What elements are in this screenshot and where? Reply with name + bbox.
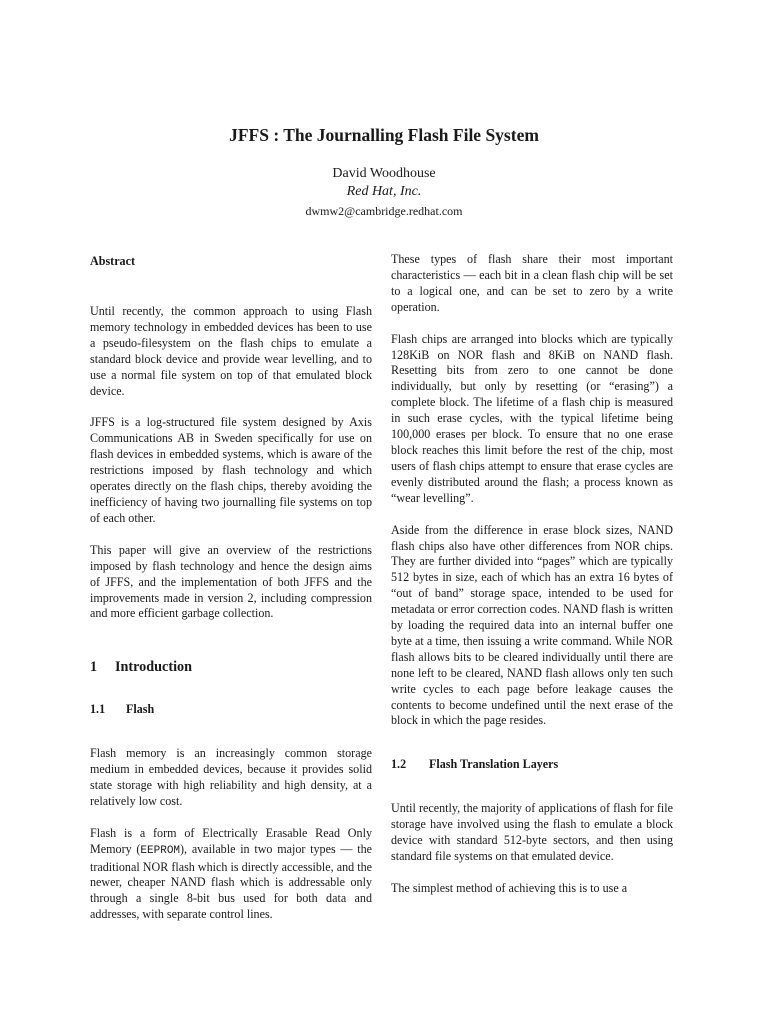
left-column (90, 252, 372, 939)
flash-paragraph-2 (90, 826, 372, 923)
subsection-heading-ftl (391, 757, 673, 773)
subsection-number: 1.2 (391, 757, 407, 772)
right-paragraph-2: Flash chips are arranged into blocks which are typically 128KiB on NOR flash and 8KiB on NAND flash. Resetting bits from zero to one cannot be done individually, but only by resetting (or “erasing”) a complete block. The lifetime of a flash chip is measured in such erase cycles, with the typical lifetime being 100,000 erases per block. To ensure that no one erase block reaches this limit before the rest of the chip, most users of flash chips attempt to ensure that erase cycles are evenly distributed around the flash; a process known as “wear levelling”. (391, 331, 673, 505)
paper-header (0, 124, 768, 220)
section-heading-introduction (90, 660, 372, 676)
right-paragraph-4: Until recently, the majority of applications of flash for file storage have involved using the flash to emulate a block device with standard 512-byte sectors, and then using standard file systems on that emulated device. (391, 801, 673, 863)
abstract-paragraph-2: JFFS is a log-structured file system designed by Axis Communications AB in Sweden specifically for use on flash devices in embedded systems, which is aware of the restrictions imposed by flash technology and which operates directly on the flash chips, thereby avoiding the inefficiency of having two journalling file systems on top of each other. (90, 415, 372, 525)
author-name: David Woodhouse (332, 166, 436, 181)
author-email: dwmw2@cambridge.redhat.com (305, 204, 463, 218)
subsection-title: Flash (126, 702, 155, 717)
flash-paragraph-2-start: Flash is a form of Electrically Erasable Read Only Memory ( (90, 825, 372, 856)
section-number: 1 (90, 659, 98, 676)
subsection-number: 1.1 (90, 702, 106, 717)
right-column (391, 252, 673, 913)
section-title: Introduction (115, 659, 192, 676)
right-paragraph-3: Aside from the difference in erase block sizes, NAND flash chips also have other differences from NOR chips. They are further divided into “pages” which are typically 512 bytes in size, each of which has an extra 16 bytes of “out of band” storage space, intended to be used for metadata or error correction codes. NAND flash is written by loading the required data into an internal buffer one byte at a time, then issuing a write command. While NOR flash allows bits to be cleared individually until there are none left to be cleared, NAND flash allows only ten such write cycles to each page before leakage causes the contents to become undefined until the next erase of the block in which the page resides. (391, 522, 673, 728)
flash-paragraph-1: Flash memory is an increasingly common storage medium in embedded devices, because it provides solid state storage with high reliability and high density, at a relatively low cost. (90, 746, 372, 808)
subsection-heading-flash (90, 702, 372, 718)
paper-title: JFFS : The Journalling Flash File System (229, 125, 539, 145)
right-paragraph-1: These types of flash share their most important characteristics — each bit in a clean flash chip will be set to a logical one, and can be set to zero by a write operation. (391, 252, 673, 314)
subsection-title: Flash Translation Layers (429, 757, 559, 772)
eeprom-code: EEPROM (140, 844, 181, 857)
abstract-paragraph-1: Until recently, the common approach to using Flash memory technology in embedded devices has been to use a pseudo-filesystem on the flash chips to emulate a standard block device and provide wear levelling, and to use a normal file system on top of that emulated block device. (90, 304, 372, 398)
abstract-heading: Abstract (90, 254, 136, 268)
abstract-paragraph-3: This paper will give an overview of the restrictions imposed by flash technology and hence the design aims of JFFS, and the implementation of both JFFS and the improvements made in version 2, including compression and more efficient garbage collection. (90, 542, 372, 621)
flash-paragraph-2-end: ), available in two major types — the traditional NOR flash which is directly accessible, and the newer, cheaper NAND flash which is addressable only through a single 8-bit bus used for both data and addresses, with separate control lines. (90, 841, 373, 922)
right-paragraph-5: The simplest method of achieving this is to use a (391, 880, 628, 895)
author-affiliation: Red Hat, Inc. (346, 184, 422, 199)
